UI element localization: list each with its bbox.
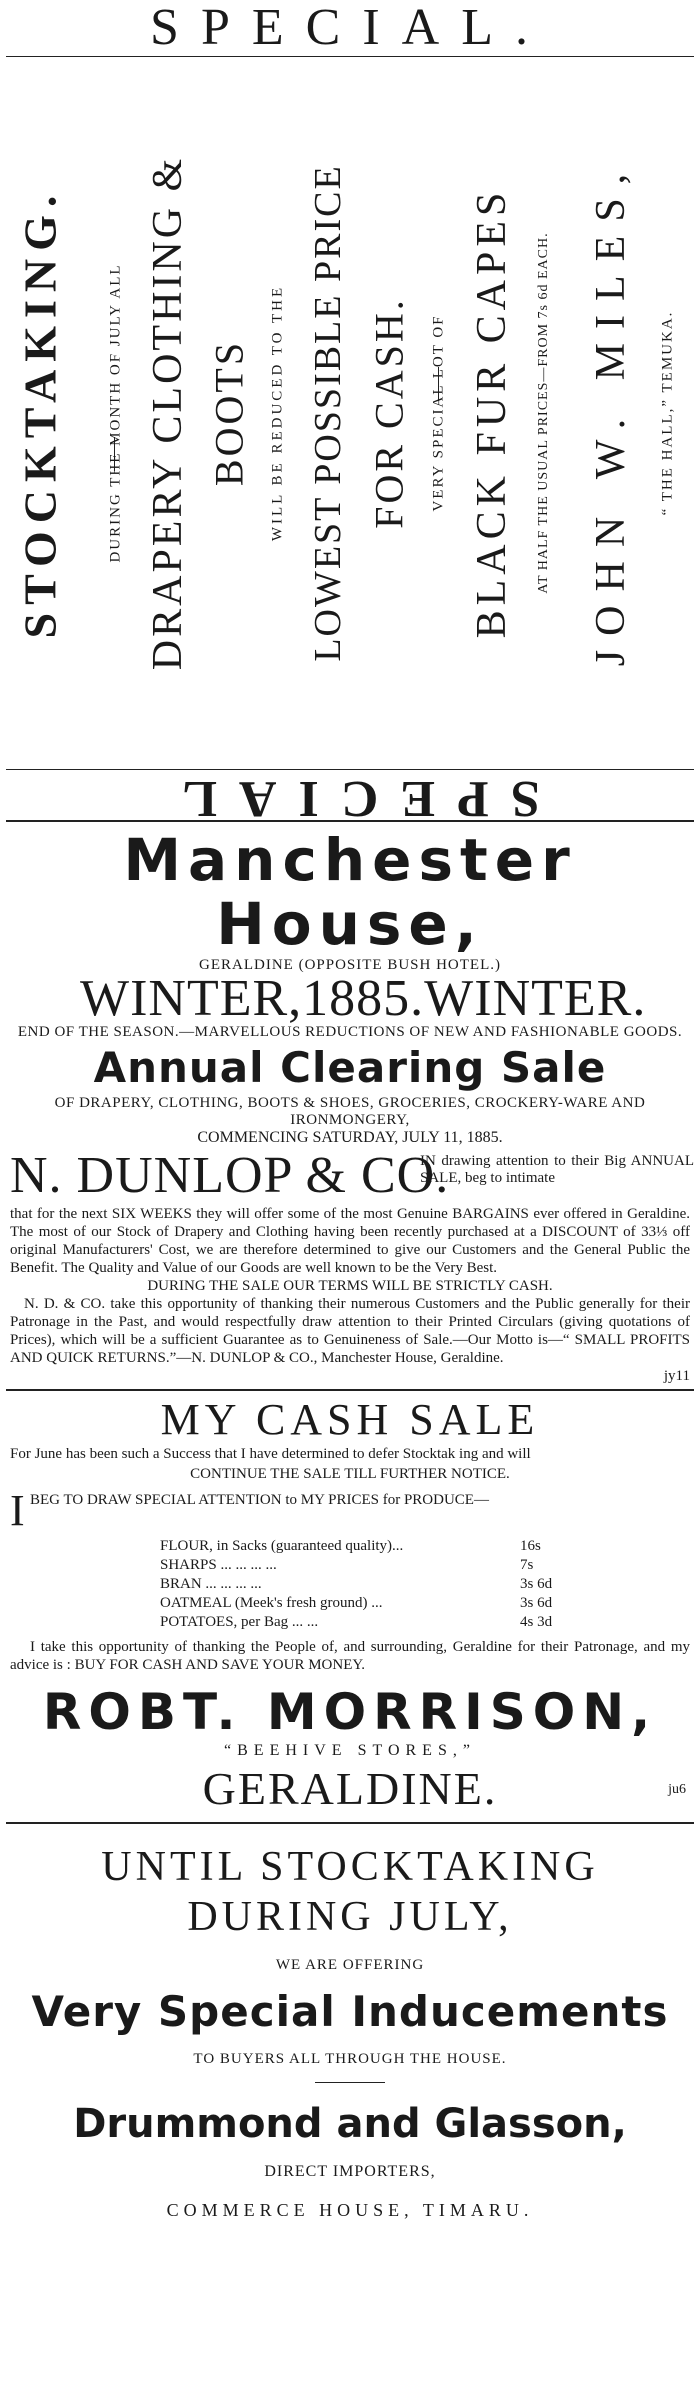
- boots-line: BOOTS: [206, 339, 252, 487]
- commencing-line: COMMENCING SATURDAY, JULY 11, 1885.: [197, 1129, 503, 1146]
- price-row: [160, 1556, 580, 1575]
- special-header: SPECIAL.: [150, 0, 550, 56]
- terms-line: DURING THE SALE OUR TERMS WILL BE STRICTLY CASH.: [147, 1278, 553, 1294]
- dunlop-heading-row: [10, 1147, 694, 1205]
- thanks-paragraph: N. D. & CO. take this opportunity of thanking their numerous Customers and the Public generally for their Patronage in the Past, and would respectfully draw attention to their Printed Circulars (giving quotations of Prices), which will be a sufficient Guarantee as to Genuineness of Sale.—Our Motto is—“ SMALL PROFITS AND QUICK RETURNS.”—N. DUNLOP & CO., Manchester House, Geraldine.: [10, 1296, 690, 1366]
- rotated-column: [360, 57, 418, 769]
- price-value: 4s 3d: [520, 1614, 553, 1630]
- ad3-code: ju6: [668, 1782, 686, 1797]
- beg-text: BEG TO DRAW SPECIAL ATTENTION to MY PRICES for PRODUCE—: [30, 1492, 489, 1508]
- rotated-column: [578, 57, 644, 769]
- price-list: [160, 1537, 580, 1632]
- year: 1885.: [302, 970, 425, 1027]
- drop-initial: I: [10, 1486, 25, 1535]
- price-row: [160, 1537, 580, 1556]
- ad2-code-row: [10, 1367, 690, 1385]
- beehive-stores: “BEEHIVE STORES,”: [224, 1742, 476, 1759]
- price-row: [160, 1594, 580, 1613]
- month-of-july-line: DURING THE MONTH OF JULY ALL: [107, 263, 124, 563]
- season-line: END OF THE SEASON.—MARVELLOUS REDUCTIONS OF NEW AND FASHIONABLE GOODS.: [17, 1024, 683, 1040]
- rotated-column: [94, 57, 138, 769]
- beg-paragraph: [10, 1486, 690, 1535]
- rotated-column: [460, 57, 524, 769]
- commerce-house-address: COMMERCE HOUSE, TIMARU.: [166, 2200, 534, 2220]
- rotated-advert-frame: [6, 56, 694, 770]
- rotated-column: [526, 57, 562, 769]
- goods-line: OF DRAPERY, CLOTHING, BOOTS & SHOES, GROCERIES, CROCKERY-WARE AND IRONMONGERY,: [54, 1095, 646, 1128]
- price-row: [160, 1575, 580, 1594]
- winter-right: WINTER.: [424, 970, 647, 1027]
- continue-line: CONTINUE THE SALE TILL FURTHER NOTICE.: [190, 1466, 510, 1482]
- special-footer-inverted: SPECIAL: [160, 770, 540, 827]
- stocktaking-heading: STOCKTAKING.: [14, 187, 66, 639]
- my-cash-sale-title: MY CASH SALE: [160, 1395, 540, 1444]
- direct-importers: DIRECT IMPORTERS,: [264, 2163, 436, 2180]
- very-special-inducements: Very Special Inducements: [31, 1987, 669, 2036]
- black-fur-capes-line: BLACK FUR CAPES: [469, 187, 515, 639]
- cash-sale-advert: [0, 1391, 700, 1822]
- rotated-column: [136, 57, 200, 769]
- rotated-column: [648, 57, 688, 769]
- rotated-column: [258, 57, 298, 769]
- annual-clearing-sale-heading: Annual Clearing Sale: [93, 1043, 607, 1092]
- lowest-price-line: LOWEST POSSIBLE PRICE: [307, 164, 349, 662]
- rotated-column: [420, 57, 458, 769]
- during-july: DURING JULY,: [187, 1894, 513, 1940]
- rotated-column: [6, 57, 74, 769]
- john-w-miles-line: JOHN W. MILES,: [588, 159, 634, 667]
- manchester-house-title: Manchester House,: [123, 826, 577, 958]
- cash-sale-intro: For June has been such a Success that I have determined to defer Stocktak ing and will: [10, 1446, 531, 1462]
- to-buyers-line: TO BUYERS ALL THROUGH THE HOUSE.: [193, 2051, 507, 2067]
- the-hall-temuka-line: “ THE HALL,” TEMUKA.: [659, 310, 676, 516]
- location-line: GERALDINE (OPPOSITE BUSH HOTEL.): [199, 957, 501, 973]
- drummond-glasson-advert: [0, 1824, 700, 2221]
- price-item: SHARPS ... ... ... ...: [160, 1557, 277, 1573]
- price-item: POTATOES, per Bag ... ...: [160, 1614, 319, 1630]
- winter-line: [10, 970, 690, 1027]
- price-item: FLOUR, in Sacks (guaranteed quality)...: [160, 1538, 404, 1554]
- price-item: OATMEAL (Meek's fresh ground) ...: [160, 1595, 383, 1611]
- price-value: 3s 6d: [520, 1595, 553, 1611]
- price-value: 7s: [520, 1557, 534, 1573]
- reduced-line: WILL BE REDUCED TO THE: [269, 284, 286, 542]
- closing-paragraph: I take this opportunity of thanking the People of, and surrounding, Geraldine for their Patronage, and my advice is : BUY FOR CASH AND SAVE YOUR MONEY.: [10, 1639, 690, 1673]
- special-lot-line: VERY SPECIAL LOT OF: [430, 314, 447, 512]
- geraldine-row: [10, 1760, 690, 1818]
- price-value: 3s 6d: [520, 1576, 553, 1592]
- price-row: [160, 1613, 580, 1632]
- half-price-line: AT HALF THE USUAL PRICES—FROM 7s 6d EACH.: [536, 232, 551, 594]
- manchester-house-advert: [0, 822, 700, 1389]
- short-divider: [315, 2082, 385, 2083]
- price-value: 16s: [520, 1538, 541, 1554]
- ad2-code: jy11: [663, 1368, 690, 1384]
- until-stocktaking: UNTIL STOCKTAKING: [101, 1844, 599, 1890]
- dunlop-intro: IN drawing attention to their Big ANNUAL SALE, beg to intimate: [420, 1153, 694, 1186]
- drummond-glasson-name: Drummond and Glasson,: [73, 2101, 627, 2147]
- rotated-column: [298, 57, 358, 769]
- robt-morrison-name: ROBT. MORRISON,: [42, 1683, 658, 1741]
- stocktaking-advert: [0, 0, 700, 827]
- drapery-clothing-line: DRAPERY CLOTHING &: [145, 155, 191, 671]
- rotated-column: [202, 57, 256, 769]
- dunlop-body: that for the next SIX WEEKS they will offer some of the most Genuine BARGAINS ever offered in Geraldine. The most of our Stock of Drapery and Clothing having been recently purchased at a DISCOUNT of 33⅓ off original Manufacturers' Cost, we are therefore determined to give our Customers and the General Public the Benefit. The Quality and Value of our Goods are well known to be the Very Best.: [10, 1206, 690, 1276]
- we-are-offering: WE ARE OFFERING: [275, 1957, 425, 1973]
- geraldine-town: GERALDINE.: [202, 1763, 498, 1814]
- dunlop-firm-name: N. DUNLOP & CO.: [10, 1147, 450, 1204]
- price-item: BRAN ... ... ... ...: [160, 1576, 262, 1592]
- for-cash-line: FOR CASH.: [366, 297, 412, 529]
- winter-left: WINTER,: [80, 970, 303, 1027]
